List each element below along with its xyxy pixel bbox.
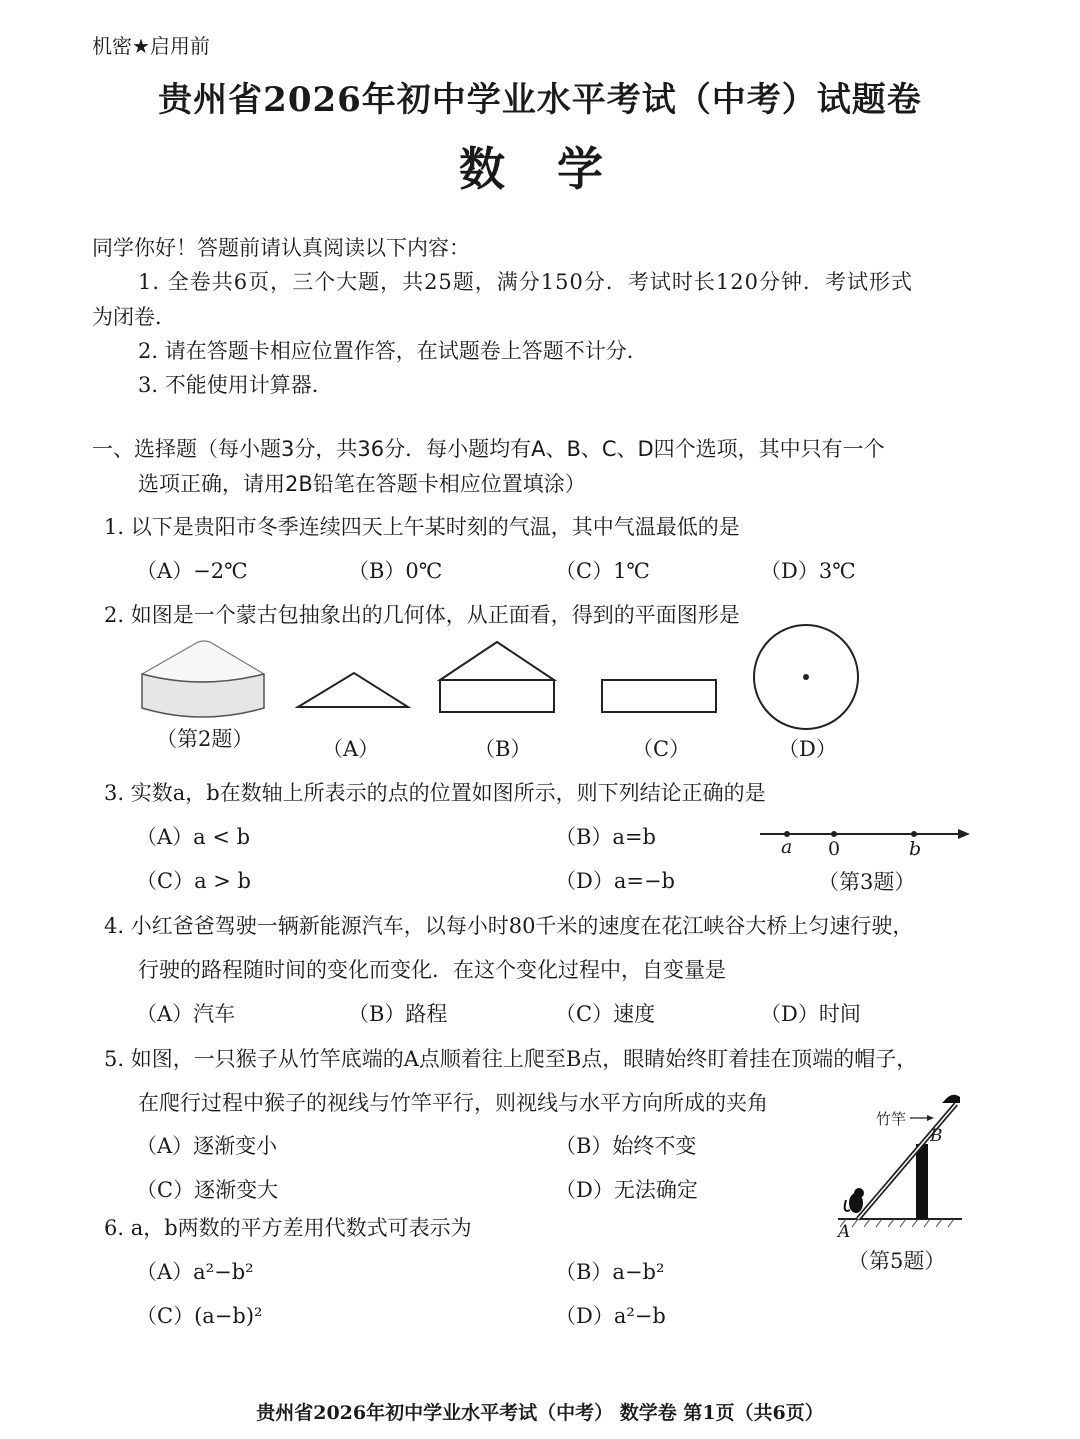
notice-greeting: 同学你好！答题前请认真阅读以下内容： (92, 236, 470, 260)
yurt-solid-figure (142, 641, 264, 717)
q1-option-a: （A）−2℃ (136, 559, 248, 583)
option-c-rectangle-shape (602, 680, 716, 712)
q4-option-c: （C）速度 (555, 1002, 656, 1026)
axis-label-a: a (781, 836, 793, 858)
option-b-house-shape (440, 642, 554, 712)
notice-item-1: 1. 全卷共6页，三个大题，共25题，满分150分．考试时长120分钟．考试形式 (138, 270, 913, 294)
q1-option-c: （C）1℃ (555, 559, 650, 583)
q5-option-b: （B）始终不变 (555, 1134, 697, 1158)
notice-item-2: 2. 请在答题卡相应位置作答，在试题卷上答题不计分． (138, 339, 648, 363)
q4-stem: 4. 小红爸爸驾驶一辆新能源汽车，以每小时80千米的速度在花江峡谷大桥上匀速行驶， (104, 914, 914, 938)
point-b-label: B (930, 1126, 943, 1146)
page-footer: 贵州省2026年初中学业水平考试（中考） 数学卷 第1页（共6页） (256, 1402, 824, 1424)
q5-option-d: （D）无法确定 (555, 1178, 698, 1202)
q5-caption: （第5题） (848, 1249, 946, 1273)
q4-option-b: （B）路程 (348, 1002, 448, 1026)
q3-option-d: （D）a=−b (555, 869, 675, 893)
q1-option-b: （B）0℃ (348, 559, 443, 583)
pole-label: 竹竿 (876, 1110, 907, 1128)
axis-label-b: b (909, 838, 922, 860)
section-1-heading: 一、选择题（每小题3分，共36分．每小题均有A、B、C、D四个选项，其中只有一个 (92, 437, 885, 461)
q5-option-c: （C）逐渐变大 (136, 1178, 279, 1202)
q2-label-d: （D） (778, 737, 837, 761)
subject-title: 数 学 (458, 142, 621, 196)
q2-label-a: （A） (322, 737, 380, 761)
q1-stem: 1. 以下是贵阳市冬季连续四天上午某时刻的气温，其中气温最低的是 (104, 515, 740, 539)
q6-option-d: （D）a²−b (555, 1304, 666, 1328)
q3-option-b: （B）a=b (555, 825, 656, 849)
q2-label-b: （B） (474, 737, 532, 761)
q6-option-c: （C）(a−b)² (136, 1304, 263, 1328)
q3-stem: 3. 实数a，b在数轴上所表示的点的位置如图所示，则下列结论正确的是 (104, 781, 766, 805)
q4-stem-cont: 行驶的路程随时间的变化而变化．在这个变化过程中，自变量是 (138, 958, 726, 982)
confidential-mark: 机密★启用前 (92, 34, 210, 58)
q2-figures (140, 630, 870, 730)
q3-option-a: （A）a < b (136, 825, 251, 849)
q6-option-b: （B）a−b² (555, 1260, 665, 1284)
q3-option-c: （C）a > b (136, 869, 251, 893)
q4-option-a: （A）汽车 (136, 1002, 236, 1026)
q2-caption: （第2题） (156, 727, 254, 751)
q5-stem: 5. 如图，一只猴子从竹竿底端的A点顺着往上爬至B点，眼睛始终盯着挂在顶端的帽子， (104, 1047, 918, 1071)
notice-item-3: 3. 不能使用计算器． (138, 373, 333, 397)
q1-option-d: （D）3℃ (760, 559, 856, 583)
q2-label-c: （C） (632, 737, 691, 761)
q6-stem: 6. a，b两数的平方差用代数式可表示为 (104, 1216, 472, 1240)
q5-stem-cont: 在爬行过程中猴子的视线与竹竿平行，则视线与水平方向所成的夹角 (138, 1091, 768, 1115)
q6-option-a: （A）a²−b² (136, 1260, 254, 1284)
point-a-label: A (838, 1222, 851, 1242)
option-d-circle-shape (754, 625, 858, 729)
exam-title: 贵州省2026年初中学业水平考试（中考）试题卷 (158, 80, 922, 120)
q4-option-d: （D）时间 (760, 1002, 861, 1026)
q5-option-a: （A）逐渐变小 (136, 1134, 278, 1158)
axis-label-zero: 0 (828, 838, 841, 860)
section-1-heading-cont: 选项正确，请用2B铅笔在答题卡相应位置填涂） (138, 472, 586, 496)
q3-caption: （第3题） (818, 870, 916, 894)
notice-item-1-cont: 为闭卷． (92, 305, 176, 329)
q2-stem: 2. 如图是一个蒙古包抽象出的几何体，从正面看，得到的平面图形是 (104, 603, 740, 627)
option-a-triangle-shape (298, 673, 408, 707)
